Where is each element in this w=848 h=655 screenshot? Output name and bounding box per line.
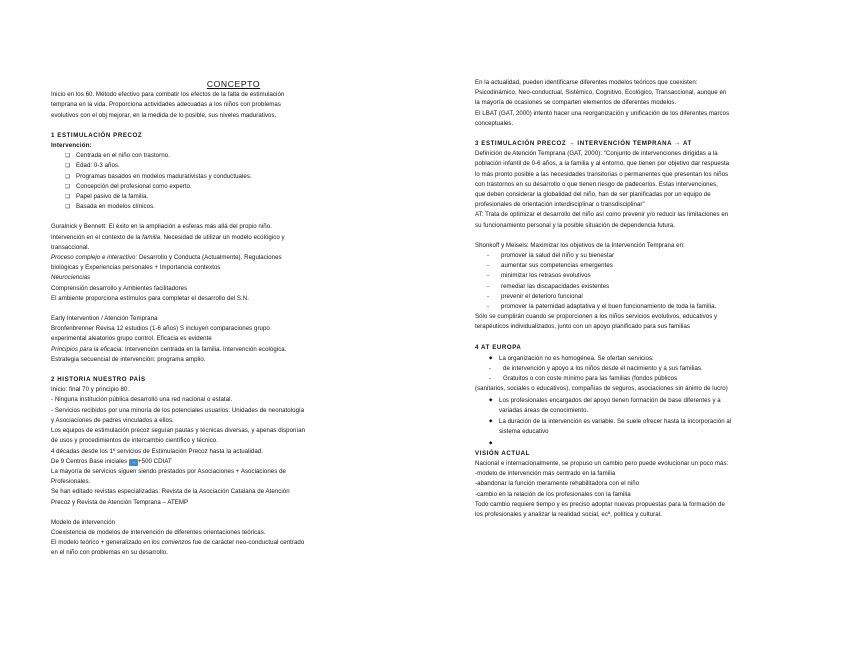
paragraph-line: El LBAT (GAT, 2000) intentó hacer una reorganización y unificación de los diferentes marcos [475, 109, 730, 117]
list-item: - promover la paternidad adaptativa y el buen funcionamiento de toda la familia. [475, 302, 805, 312]
paragraph-line: lo más pronto posible a las necesidades transitorias o permanentes que presentan los niños [475, 170, 729, 178]
checklist-item: ❏ Concepción del profesional como experto. [51, 182, 416, 192]
paragraph-line: -modelo de intervención más centrado en la familia [475, 470, 616, 478]
paragraph-line: Todo cambio requiere tiempo y es preciso adoptar nuevas propuestas para la formación de [475, 500, 725, 508]
paragraph-line: Inicio: final 70 y principio 80. [51, 386, 130, 394]
paragraph-line: Psicodinámico, Neo-conductual, Sistémico, Cognitivo, Ecológico, Transaccional, aunque en [475, 89, 727, 97]
subheading-intervencion: Intervención: [51, 142, 92, 150]
intro-line: temprana en la vida. Proporciona actividades adecuadas a los niños con problemas [51, 101, 281, 109]
paragraph-line: En la actualidad, pueden identificarse diferentes modelos teóricos que coexisten: [475, 79, 698, 86]
paragraph-line: Principios para la eficacia: Intervención centrada en la familia. Intervención ecológica. [51, 345, 287, 353]
paragraph-line: transaccional. [51, 243, 90, 251]
paragraph-line: Bronfenbrenner Revisa 12 estudios (1-6 años) S incluyen comparaciones grupo [51, 325, 270, 333]
paragraph-line: experimental aleatorios grupo control. Eficacia es evidente [51, 335, 212, 343]
list-item: - Gratuitos o con coste mínimo para las familias (fondos públicos [475, 374, 805, 384]
paragraph-line: La mayoría de servicios siguen siendo prestados por Asociaciones + Asociaciones de [51, 467, 286, 475]
checklist-item: ❏ Programas basados en modelos madurativistas y conductuales. [51, 172, 416, 182]
left-column [51, 79, 416, 559]
paragraph-heading-modelo: Modelo de intervención [51, 518, 116, 526]
paragraph-line: los profesionales y analizar la realidad social, ecª, política y cultural. [475, 510, 662, 518]
paragraph-line: población infantil de 0-6 años, a la familia y al entorno, que tienen por objetivo dar respuesta [475, 160, 730, 168]
paragraph-line: Neurociencias [51, 274, 91, 282]
paragraph-line: Sólo se cumplirán cuando se proporcionen a los niños servicios evolutivos, educativos y [475, 313, 718, 321]
paragraph-line: (sanitarios, sociales o educativos), compañías de seguros, asociaciones sin ánimo de lucro) [475, 385, 728, 393]
paragraph-line: El modelo teórico + generalizado en los comienzos fue de carácter neo-conductual centrado [51, 539, 305, 547]
list-item: - remediar las discapacidades existentes [475, 282, 805, 292]
section-heading-estimulacion-at: 3 ESTIMULACIÓN PRECOZ → INTERVENCIÓN TEMPRANA → AT [475, 140, 692, 148]
intro-line: Inicio en los 60. Método efectivo para combatir los efectos de la falta de estimulación [51, 91, 285, 99]
paragraph-line: - Servicios recibidos por una minoría de los potenciales usuarios: Unidades de neonatología [51, 406, 305, 414]
list-item: - de intervención y apoyo a los niños desde el nacimiento y a sus familias. [475, 364, 805, 374]
list-item: - aumentar sus competencias emergentes [475, 261, 805, 271]
paragraph-line: profesionales de orientación interdisciplinar o transdisciplinar" [475, 201, 645, 209]
list-item: - minimizar los retrasos evolutivos [475, 271, 805, 281]
paragraph-line: Los equipos de estimulación precoz seguían pautas y técnicas diversas, y apenas disponían [51, 427, 306, 435]
paragraph-line: y Asociaciones de padres vinculados a ellos. [51, 416, 174, 424]
checklist-item: ❏ Basada en modelos clínicos. [51, 202, 416, 212]
section-heading-historia: 2 HISTORIA NUESTRO PAÍS [51, 376, 146, 384]
list-item-continuation: variadas áreas de conocimiento. [499, 406, 589, 414]
paragraph-line: AT: Trata de optimizar el desarrollo del niño así como prevenir y/o reducir las limitaciones en [475, 211, 729, 219]
list-item: ◆ La duración de la intervención es variable. Se suele ofrecer hasta la incorporación al [475, 416, 805, 427]
checklist-item: ❏ Centrada en el niño con trastorno. [51, 151, 416, 161]
list-item-empty [475, 438, 805, 449]
paragraph-line: El ambiente proporciona estímulos para completar el desarrollo del S.N. [51, 294, 249, 302]
paragraph-line: Se han editado revistas especializadas: Revista de la Asociación Catalana de Atención [51, 488, 290, 496]
list-item-continuation: sistema educativo [499, 428, 549, 436]
list-item: ◆ La organización no es homogénea. Se ofertan servicios: [475, 353, 805, 364]
section-heading-estimulacion: 1 ESTIMULACIÓN PRECOZ [51, 131, 143, 139]
paragraph-line: Profesionales. [51, 478, 91, 486]
paragraph-line: Coexistencia de modelos de intervención de diferentes orientaciones teóricas. [51, 528, 266, 536]
paragraph-line: Definición de Atención Temprana (GAT, 2000): "Conjunto de intervenciones dirigidas a la [475, 150, 718, 158]
paragraph-line: 4 décadas desde los 1º servicios de Estimulación Precoz hasta la actualidad. [51, 447, 263, 455]
paragraph-line: que deben considerar la globalidad del niño, han de ser planificadas por un equipo de [475, 191, 711, 199]
intro-line: evolutivos con el obj mejorar, en la medida de lo posible, sus niveles madurativos. [51, 111, 277, 119]
paragraph-line: terapéuticos individualizados, junto con un apoyo planificado para sus familias [475, 323, 690, 331]
section-heading-vision: VISIÓN ACTUAL [475, 449, 530, 457]
paragraph-line: Estrategia secuencial de intervención: programa amplio. [51, 355, 206, 363]
paragraph-heading-early-intervention: Early Intervention / Atención Temprana [51, 315, 158, 323]
paragraph-line: Proceso complejo e interactivo: Desarrollo y Conducta (Actualmente), Regulaciones [51, 254, 282, 262]
paragraph-line: Guralnick y Bennett: El éxito en la ampliación a esferas más allá del propio niño. [51, 223, 272, 231]
list-item: - promover la salud del niño y su bienestar [475, 251, 805, 261]
arrow-right-icon: → [130, 458, 137, 465]
paragraph-line: Precoz y Revista de Atención Temprana – ATEMP [51, 498, 189, 506]
paragraph-line: De 9 Centros Base iniciales → +500 CDIAT [51, 457, 172, 465]
paragraph-line: conceptuales. [475, 119, 514, 127]
paragraph-line: su funcionamiento personal y la posible situación de dependencia futura. [475, 221, 676, 229]
paragraph-line: -cambio en la relación de los profesionales con la familia [475, 490, 631, 498]
section-heading-europa: 4 AT EUROPA [475, 343, 522, 351]
paragraph-line: - Ninguna institución pública desarrolló una red nacional o estatal. [51, 396, 233, 404]
paragraph-line: la mayoría de ocasiones se comparten elementos de diferentes modelos. [475, 99, 677, 107]
right-column [475, 78, 805, 520]
paragraph-line: con trastornos en su desarrollo o que tienen riesgo de padecerlos. Estas intervenciones, [475, 180, 718, 188]
paragraph-line: Nacional e internacionalmente, se propuso un cambio pero puede evolucionar un poco más: [475, 459, 729, 467]
checklist-item: ❏ Edad: 0-3 años. [51, 161, 416, 171]
checklist-item: ❏ Papel pasivo de la familia. [51, 192, 416, 202]
page-title: CONCEPTO [206, 79, 261, 89]
list-item: - prevenir el deterioro funcional [475, 292, 805, 302]
paragraph-line: Intervención en el contexto de la familia. Necesidad de utilizar un modelo ecológico y [51, 233, 285, 241]
paragraph-line: -abandonar la función meramente rehabilitadora con el niño [475, 480, 640, 488]
paragraph-line: Comprensión desarrollo y Ambientes facilitadores [51, 284, 188, 292]
list-item: ◆ Los profesionales encargados del apoyo tienen formación de base diferentes y a [475, 395, 805, 406]
paragraph-line: en el niño con problemas en su desarrollo. [51, 549, 168, 557]
paragraph-line: de usos y procedimientos de intercambio científico y técnico. [51, 437, 218, 445]
paragraph-line: biológicas y Experiencias personales + Importancia contextos [51, 264, 221, 272]
paragraph-line: Shonkoff y Meisels: Maximizar los objetivos de la Intervención Temprana en: [475, 241, 685, 249]
